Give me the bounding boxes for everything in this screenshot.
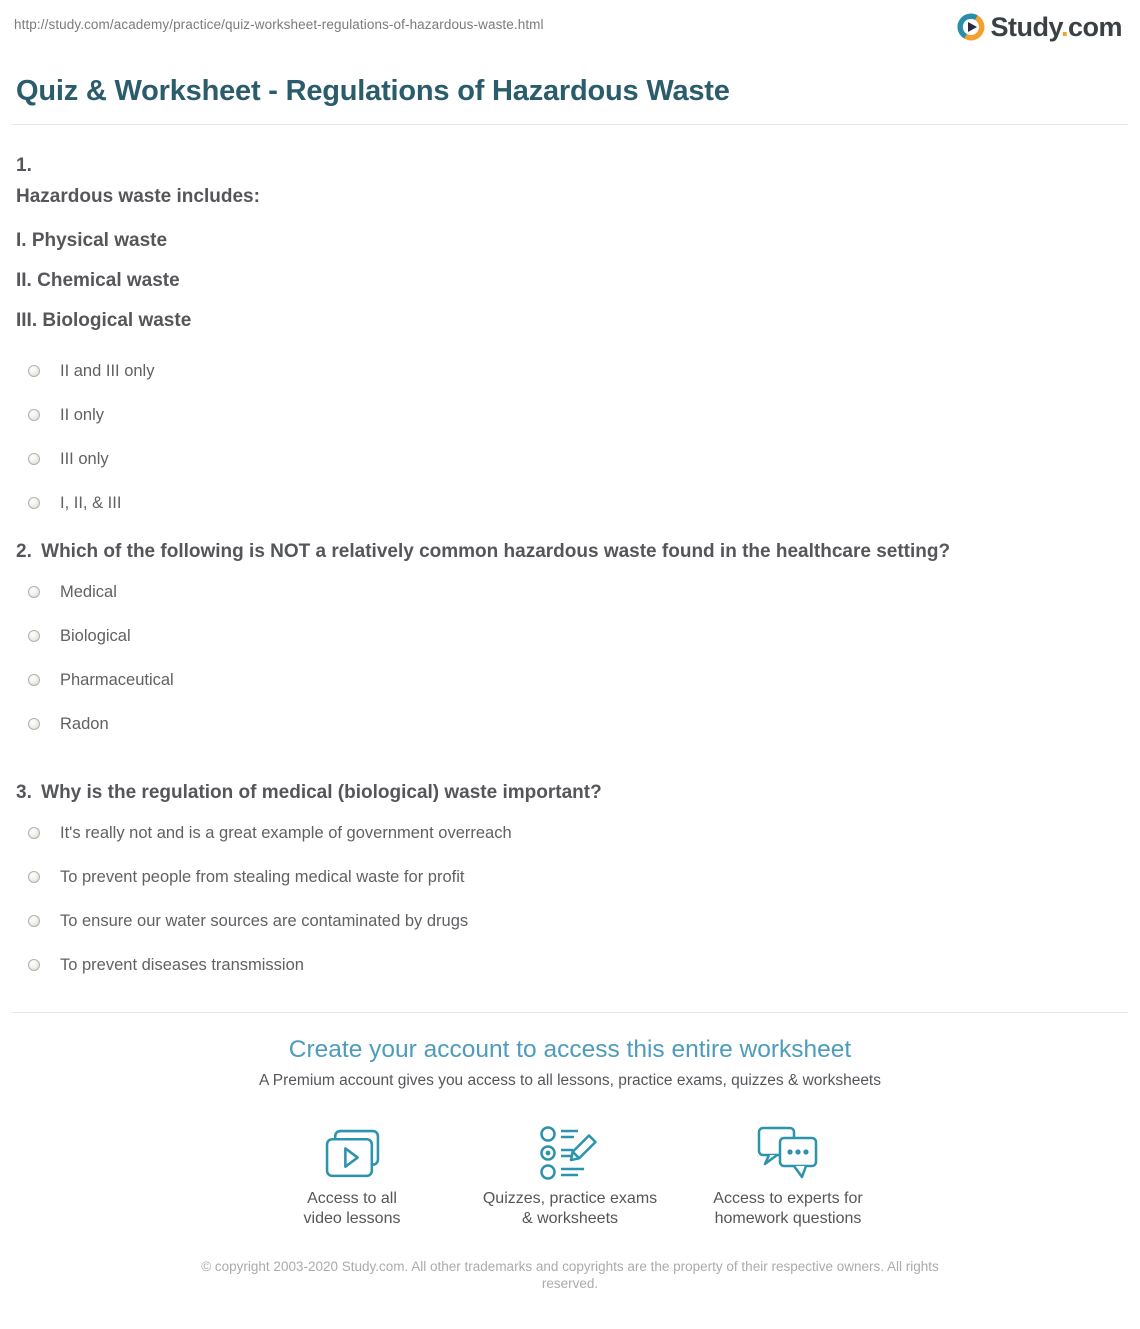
option-label: Medical	[60, 583, 117, 601]
features-row	[0, 1125, 1140, 1228]
radio-button[interactable]	[28, 674, 40, 686]
radio-button[interactable]	[28, 497, 40, 509]
radio-button[interactable]	[28, 409, 40, 421]
question-1-prompt: Hazardous waste includes:	[16, 186, 260, 207]
question-2-options	[16, 581, 1124, 735]
cta-heading: Create your account to access this entire worksheet	[288, 1036, 852, 1063]
feature-video-lessons	[243, 1125, 461, 1228]
quiz-body	[0, 150, 1140, 976]
cta-section	[0, 1035, 1140, 1091]
answer-option[interactable]	[16, 822, 1124, 844]
question-3-options	[16, 822, 1124, 976]
question-3-prompt: Why is the regulation of medical (biological) waste important?	[41, 782, 602, 803]
answer-option[interactable]	[16, 448, 1124, 470]
radio-button[interactable]	[28, 959, 40, 971]
page-title: Quiz & Worksheet - Regulations of Hazardous Waste	[16, 75, 730, 107]
answer-option[interactable]	[16, 910, 1124, 932]
answer-option[interactable]	[16, 581, 1124, 603]
experts-chat-icon	[679, 1125, 897, 1181]
radio-button[interactable]	[28, 915, 40, 927]
radio-button[interactable]	[28, 365, 40, 377]
question-1-number: 1.	[16, 155, 32, 176]
feature-caption: Quizzes, practice exams & worksheets	[482, 1190, 658, 1227]
question-3-number: 3.	[16, 782, 32, 803]
option-label: To prevent diseases transmission	[60, 956, 304, 974]
page-url: http://study.com/academy/practice/quiz-worksheet-regulations-of-hazardous-waste.html	[14, 17, 544, 32]
cta-divider	[12, 1012, 1128, 1013]
option-label: To ensure our water sources are contaminated by drugs	[60, 912, 469, 930]
answer-option[interactable]	[16, 625, 1124, 647]
studycom-play-logo-icon	[957, 13, 985, 41]
answer-option[interactable]	[16, 492, 1124, 514]
question-1-stem-3: III. Biological waste	[16, 310, 192, 331]
logo-dot: .	[1060, 12, 1068, 42]
answer-option[interactable]	[16, 669, 1124, 691]
question-3	[16, 777, 1124, 976]
studycom-logo[interactable]	[957, 12, 1122, 42]
option-label: It's really not and is a great example of government overreach	[60, 824, 512, 842]
radio-button[interactable]	[28, 718, 40, 730]
question-3-heading	[16, 777, 1124, 808]
radio-button[interactable]	[28, 827, 40, 839]
radio-button[interactable]	[28, 871, 40, 883]
feature-quizzes-worksheets	[461, 1125, 679, 1228]
radio-button[interactable]	[28, 453, 40, 465]
option-label: Radon	[60, 715, 109, 733]
option-label: III only	[60, 450, 109, 468]
video-lessons-icon	[243, 1125, 461, 1181]
feature-caption: Access to all video lessons	[303, 1190, 401, 1227]
option-label: II and III only	[60, 362, 155, 380]
question-2-heading	[16, 536, 1124, 567]
question-1-stem-1: I. Physical waste	[16, 230, 168, 251]
option-label: To prevent people from stealing medical waste for profit	[60, 868, 465, 886]
cta-subheading: A Premium account gives you access to all lessons, practice exams, quizzes & worksheets	[259, 1072, 881, 1089]
quizzes-worksheets-icon	[461, 1125, 679, 1181]
question-1-stem-2: II. Chemical waste	[16, 270, 180, 291]
option-label: Biological	[60, 627, 131, 645]
question-2-number: 2.	[16, 541, 32, 562]
answer-option[interactable]	[16, 360, 1124, 382]
logo-wordmark: Study.com	[990, 12, 1122, 42]
answer-option[interactable]	[16, 866, 1124, 888]
title-divider	[12, 124, 1128, 125]
question-1-heading	[16, 150, 1124, 212]
page-header	[0, 0, 1140, 48]
question-1	[16, 150, 1124, 514]
copyright-notice: © copyright 2003-2020 Study.com. All other trademarks and copyrights are the property of their respective owners. All rights reserved.	[201, 1259, 939, 1291]
answer-option[interactable]	[16, 404, 1124, 426]
feature-caption: Access to experts for homework questions	[713, 1190, 863, 1227]
answer-option[interactable]	[16, 954, 1124, 976]
radio-button[interactable]	[28, 586, 40, 598]
radio-button[interactable]	[28, 630, 40, 642]
option-label: I, II, & III	[60, 494, 122, 512]
feature-homework-experts	[679, 1125, 897, 1228]
question-2	[16, 536, 1124, 735]
question-1-options	[16, 360, 1124, 514]
question-2-prompt: Which of the following is NOT a relatively common hazardous waste found in the healthcare setting?	[41, 541, 951, 562]
option-label: II only	[60, 406, 105, 424]
option-label: Pharmaceutical	[60, 671, 174, 689]
answer-option[interactable]	[16, 713, 1124, 735]
